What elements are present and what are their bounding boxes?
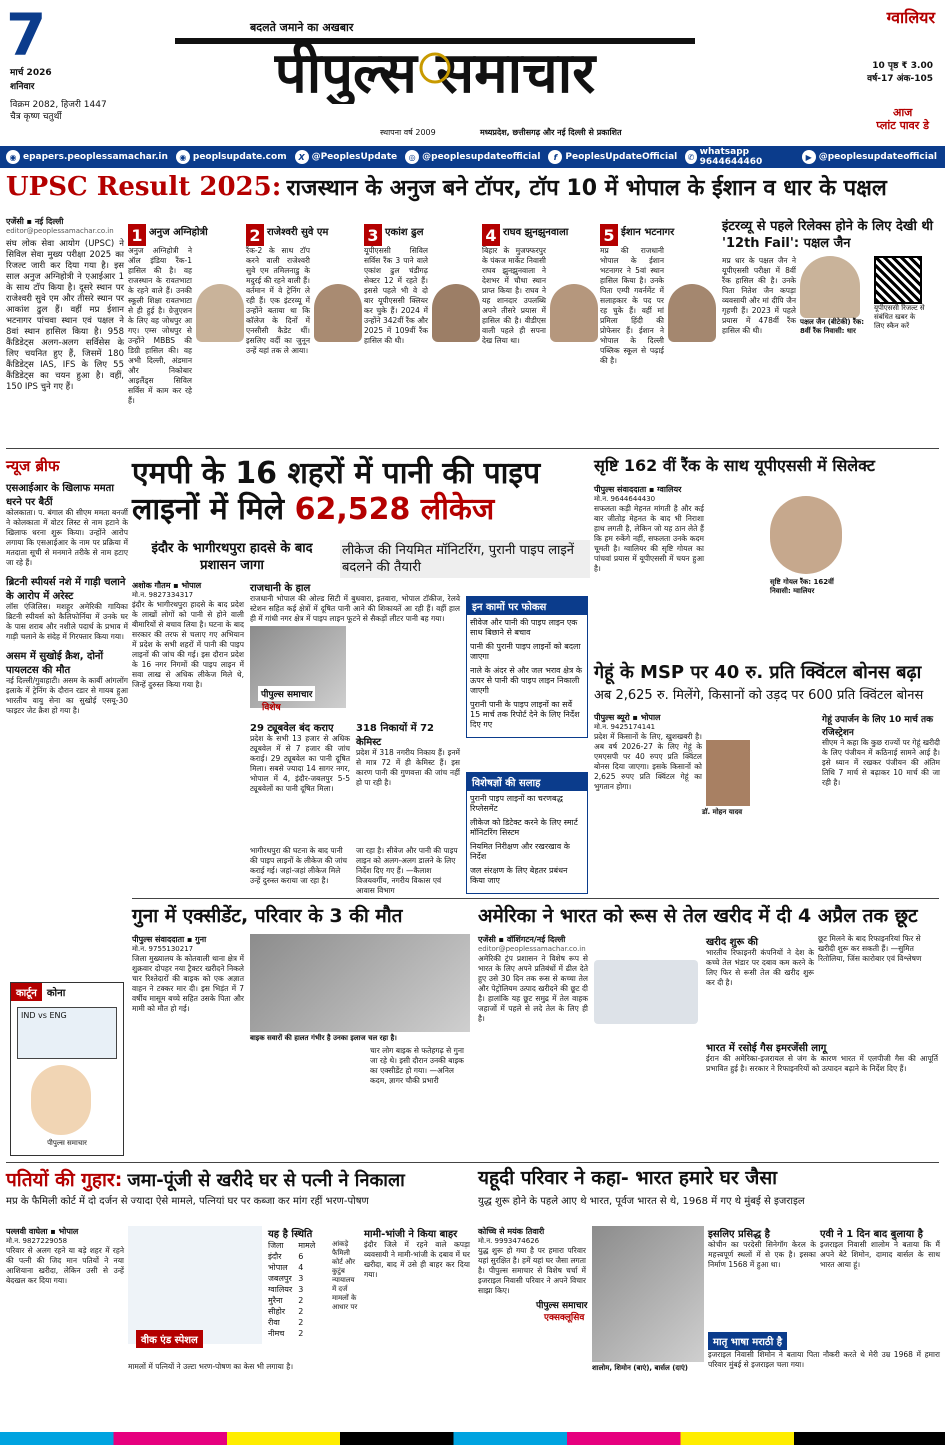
kharid-title: खरीद शुरू की	[706, 937, 758, 948]
brief-item-body: नई दिल्ली/गुवाहाटी। असम के कार्बी आंगलोंग इलाके में ट्रेनिंग के दौरान रडार से गायब हुआ भारतीय वायु सेना का सुखोई एसयू-30 फाइटर जेट क्रैश हो गया है।	[6, 676, 128, 715]
topper-1	[128, 224, 246, 454]
tubewell-body: प्रदेश के सभी 13 हजार से अधिक ट्यूबवेल में से 7 हजार की जांच कराई। 29 ट्यूबवेल का पानी दूषित मिला। सबसे ज्यादा 14 सागर नगर, भोपाल में 4, इंदौर-जबलपुर 5-5 ट्यूबवेलों का पानी दूषित मिला।	[250, 734, 350, 793]
whatsapp-link[interactable]: ✆ whatsapp 9644644460	[685, 147, 793, 167]
guna-headline: गुना में एक्सीडेंट, परिवार के 3 की मौत	[132, 905, 403, 927]
water-headline-number: 62,528 लीकेज	[294, 492, 495, 527]
x-icon: X	[295, 150, 309, 164]
lead-headline-text: राजस्थान के अनुज बने टॉपर, टॉप 10 में भोपाल के ईशान व धार के पक्षल	[286, 176, 887, 201]
wives-byline: पल्लवी वाघेला ▪ भोपाल	[6, 1227, 79, 1236]
brief-item-head: असम में सुखोई क्रैश, दोनों पायलटस की मौत	[6, 651, 104, 676]
lead-headline	[6, 172, 939, 212]
jewish-byline: कोच्चि से मयंक तिवारी	[478, 1227, 545, 1236]
lead-kicker: UPSC Result 2025:	[6, 172, 282, 202]
rank-badge: 4	[482, 224, 500, 246]
america-headline: अमेरिका ने भारत को रूस से तेल खरीद में दी 4 अप्रैल तक छूट	[478, 905, 918, 927]
established: स्थापना वर्ष 2009	[380, 128, 436, 137]
jewish-photo	[592, 1226, 704, 1362]
focus-item: नाले के अंदर से और जल भराव क्षेत्र के ऊपर से पानी की पाइप लाइन निकाली जाएगी	[470, 666, 582, 695]
rank-badge: 2	[246, 224, 264, 246]
date-vikram: विक्रम 2082, हिजरी 1447	[10, 100, 107, 110]
facebook-icon: f	[548, 150, 562, 164]
masthead-logo	[175, 24, 695, 104]
water-byline: अशोक गौतम ▪ भोपाल	[132, 581, 202, 590]
jewish-tag: पीपुल्स समाचार	[536, 1301, 588, 1311]
expert-item: नियमित निरीक्षण और रखरखाव के निर्देश	[470, 842, 570, 861]
globe-icon: ◉	[6, 150, 20, 164]
srishti-body: सफलता कड़ी मेहनत मांगती है और कई बार जीतोड़ मेहनत के बाद भी निराशा हाथ लगती है, लेकिन जो यह ठान लेते हैं कि हम रुकेंगे नहीं, सफलता उनके कदम चूमती है। ग्वालियर की सृष्टि गोयल का पांचवां प्रयास में यूपीएससी में चयन हुआ है।	[594, 504, 704, 573]
wheat-side	[822, 712, 940, 788]
water-mobile: मो.न. 9827334317	[132, 591, 194, 599]
case-title: मामी-भांजी ने किया बाहर	[364, 1229, 458, 1240]
expert-title: विशेषज्ञों की सलाह	[467, 773, 587, 791]
jewish-photo-caption: शालोम, शिमोन (बाएं), बार्सल (दाएं)	[592, 1364, 689, 1372]
water-story	[132, 456, 586, 528]
interview-text: मप्र धार के पक्षल जैन ने यूपीएससी परीक्षा में 8वीं रैंक हासिल की है। उनके पिता नितेश जैन कपड़ा व्यवसायी और मां दीपि जैन गृहणी हैं। 2023 में पहले प्रयास में 478वीं रैंक हासिल की थी।	[722, 256, 796, 335]
topper-text: यूपीएससी सिविल सर्विस रैंक 3 पाने वाले एकांश ढुल चंडीगढ़ सेक्टर 12 में रहते हैं। इससे पहले भी वे दो बार यूपीएससी क्लियर कर चुके हैं। 2024 में उन्होंने 342वीं रैंक और 2025 में 109वीं रैंक हासिल की थी।	[364, 246, 428, 345]
date-month-year: मार्च 2026	[10, 68, 52, 78]
edition-city: ग्वालियर	[886, 8, 935, 27]
guna-side: चार लोग बाइक से फतेहगढ़ से गुना जा रहे थे। इसी दौरान उनकी बाइक का एक्सीडेंट हो गया। —अनिल कदम, ज्ञागर चौकी प्रभारी	[370, 1046, 464, 1085]
water-photo-tag: विशेष	[262, 703, 281, 713]
kharid-box	[706, 934, 814, 988]
water-headline-2: लाइनों में मिले	[132, 492, 285, 527]
topper-2	[246, 224, 364, 454]
america-story	[478, 934, 588, 1024]
qr-text: यूपीएससी रिजल्ट से संबंधित खबर के लिए स्कैन करें	[874, 304, 925, 330]
chemist-box	[356, 720, 460, 788]
stats-box	[268, 1226, 330, 1339]
topper-3	[364, 224, 482, 454]
topper-name: ईशान भटनागर	[621, 227, 675, 238]
wives-cartoon	[128, 1226, 262, 1344]
topper-photo	[668, 284, 716, 342]
focus-item: पानी की पुरानी पाइप लाइनों को बदला जाएगा	[470, 642, 581, 661]
rank-badge: 5	[600, 224, 618, 246]
wives-headline	[6, 1166, 470, 1192]
avi-box	[820, 1226, 940, 1270]
year-issue: वर्ष-17 अंक-105	[867, 74, 933, 84]
srishti-mobile: मो.न. 9644644430	[594, 495, 656, 503]
mother-tongue-box	[708, 1330, 940, 1370]
jewish-tag2: एक्सक्लूसिव	[544, 1313, 585, 1323]
focus-item: पुरानी पानी के पाइप लाइनों का सर्वे 15 मार्च तक रिपोर्ट देने के लिए निर्देश दिए गए	[470, 700, 580, 729]
srishti-photo	[770, 496, 842, 574]
topper-text: मप्र की राजधानी भोपाल के ईशान भटनागर ने 5वां स्थान हासिल किया है। उनके पिता एम्पी गवर्नमेंट में सलाहकार के पद पर रह चुके हैं। वहीं मां प्रमिला हिंदी की प्रोफेसर हैं। ईशान ने भोपाल के दिल्ली पब्लिक स्कूल से पढ़ाई की है।	[600, 246, 664, 365]
topper-name: राघव झुनझुनवाला	[503, 227, 569, 238]
interview-story	[722, 218, 940, 336]
guna-photo-caption: बाइक सवारों की हालत गंभीर है उनका इलाज चल रहा है।	[250, 1034, 397, 1042]
america-body: अमेरिकी ट्रंप प्रशासन ने विशेष रूप से भारत के लिए अपने प्रतिबंधों में ढील देते हुए उसे 30 दिन तक रूस से कच्चा तेल और पेट्रोलियम उत्पाद खरीदने की छूट दी है। हालांकि यह छूट समुद्र में तेल वाहक जहाजों में पहले से लदे तेल के लिए ही है।	[478, 954, 588, 1023]
youtube-link[interactable]: ▶ @peoplesupdateofficial	[802, 150, 937, 164]
wives-subhead: मप्र के फैमिली कोर्ट में दो दर्जन से ज्यादा ऐसे मामले, पत्नियां घर पर कब्जा कर मांग रहीं भरण-पोषण	[6, 1196, 369, 1207]
focus-item: सीवेज और पानी की पाइप लाइन एक साथ बिछाने से बचाव	[470, 618, 578, 637]
lpg-title: भारत में रसोई गैस इमरजेंसी लागू	[706, 1043, 827, 1054]
kharid-body: भारतीय रिफाइनरी कंपनियों ने देश के कच्चे तेल भंडार पर दबाव कम करने के लिए फिर से रूसी तेल की खरीद शुरू कर दी है।	[706, 948, 814, 987]
cartoon-corner: कोना	[46, 988, 66, 999]
cm-caption: डॉ. मोहन यादव	[702, 808, 743, 816]
srishti-caption: सृष्टि गोयल रैंक: 162वीं निवासी: ग्वालियर	[770, 578, 834, 595]
news-brief	[6, 456, 128, 716]
topper-name: अनुज अग्निहोत्री	[149, 227, 208, 238]
wives-tag: वीक एंड स्पेशल	[136, 1330, 203, 1348]
guna-body: जिला मुख्यालय के कोतवाली थाना क्षेत्र में शुक्रवार दोपहर नया ट्रैक्टर खरीदने निकले चार रिश्तेदारों की बाइक को एक अज्ञात वाहन ने टक्कर मार दी। इस भिड़ंत में 7 वर्षीय मासूम बच्चे सहित उसके पिता और मामी को मौत हो गई।	[132, 954, 244, 1013]
aaj-label: आज	[892, 106, 913, 119]
water-quote-1: भागीरथपुरा की घटना के बाद पानी की पाइप लाइनों के लीकेज की जांच कराई गई। जहां-जहां लीकेज मिले उन्हें दुरुस्त कराया जा रहा है।	[250, 846, 348, 885]
price-block	[867, 60, 933, 86]
avi-title: एवी ने 1 दिन बाद बुलाया है	[820, 1229, 923, 1240]
logo-text: पीपुल्स समाचार	[274, 41, 596, 104]
water-headline-1: एमपी के 16 शहरों में पानी की पाइप	[132, 456, 541, 491]
aaj-box	[876, 106, 929, 132]
capital-title: राजधानी के हाल	[250, 583, 311, 594]
brief-item-body: लॉस एंजिलिस। मशहूर अमेरिकी गायिका ब्रिटनी स्पीयर्स को कैलिफोर्निया में उनके घर के पास शराब और नशीले पदार्थ के प्रभाव में गाड़ी चलाने के संदेह में गिरफ्तार किया गया।	[6, 602, 128, 641]
tagline: बदलते जमाने का अखबार	[250, 21, 354, 34]
guna-mobile: मो.न. 9755130217	[132, 945, 194, 953]
facebook-link[interactable]: f PeoplesUpdateOfficial	[548, 150, 677, 164]
topper-photo	[550, 284, 598, 342]
divider	[132, 898, 939, 899]
wives-bottom: मामलों में पत्नियों ने उल्टा भरण-पोषण का केस भी लगाया है।	[128, 1362, 294, 1371]
lead-email: editor@peoplessamachar.co.in	[6, 227, 114, 235]
expert-item: पुरानी पाइप लाइनों का चरणबद्ध रिप्लेसमेंट	[470, 794, 563, 813]
cm-photo	[706, 740, 750, 806]
wheat-mobile: मो.न. 9425174141	[594, 723, 656, 731]
social-bar	[0, 146, 945, 168]
srishti-headline: सृष्टि 162 वीं रैंक के साथ यूपीएससी में सिलेक्ट	[594, 456, 875, 475]
interview-caption: पक्षल जैन (बीटेकी) रैंक: 8वीं रैंक निवासी: धार	[800, 318, 865, 335]
wheat-subhead: अब 2,625 रु. मिलेंगे, किसानों को उड़द पर 600 प्रति क्विंटल बोनस	[594, 688, 924, 703]
guna-byline: पीपुल्स संवाददाता ▪ गुना	[132, 935, 207, 944]
brief-item-head: ब्रिटनी स्पीयर्स नशे में गाड़ी चलाने के आरोप में अरेस्ट	[6, 577, 126, 602]
wives-headline-text: जमा-पूंजी से खरीदे घर से पत्नी ने निकाला	[127, 1170, 405, 1191]
divider	[6, 448, 939, 449]
wives-body: परिवार से अलग रहने या बड़े शहर में रहने की पत्नी की जिद मान पतियों ने नया आशियाना खरीदा, लेकिन उसी से उन्हें बेदखल कर दिया गया।	[6, 1246, 124, 1285]
focus-title: इन कामों पर फोकस	[467, 597, 587, 615]
topper-photo	[432, 284, 480, 342]
pages-price: 10 पृष्ठ ₹ 3.00	[872, 61, 933, 71]
guna-photo	[250, 934, 470, 1032]
youtube-icon: ▶	[802, 150, 816, 164]
cartoon-credit: पीपुल्स समाचार	[47, 1139, 87, 1147]
brief-item-body: कोलकाता। प. बंगाल की सीएम ममता बनर्जी ने कोलकाता में वोटर लिस्ट से नाम हटाने के खिलाफ धरना शुरू किया। उन्होंने आरोप लगाया कि एसआईआर के नाम पर प्रक्रिया में मतदाता सूची से मनमाने तरीके से नाम हटाए जा रहे हैं।	[6, 508, 128, 567]
site-link[interactable]: ◉ peoplsupdate.com	[176, 150, 287, 164]
rank-badge: 1	[128, 224, 146, 246]
case-body: इंदौर जिले में रहने वाले कपड़ा व्यवसायी ने मामी-भांजी के दबाव में घर खरीदा, बाद में उसे ही बाहर कर दिया गया।	[364, 1240, 470, 1279]
srishti-byline: पीपुल्स संवाददाता ▪ ग्वालियर	[594, 485, 682, 494]
wheat-story	[594, 712, 702, 792]
guna-story	[132, 934, 244, 1014]
mother-title: मातृ भाषा मराठी है	[708, 1332, 787, 1350]
globe-icon: ◉	[176, 150, 190, 164]
topper-photo	[314, 284, 362, 342]
topper-5	[600, 224, 718, 454]
lpg-box	[706, 1040, 938, 1074]
date-weekday: शनिवार	[10, 82, 35, 92]
cartoon-label: कार्टून	[11, 983, 42, 1001]
lead-body: संघ लोक सेवा आयोग (UPSC) ने सिविल सेवा मुख्य परीक्षा 2025 का रिजल्ट जारी कर दिया गया है। इस साल अनुज अग्निहोत्री ने एआईआर 1 के साथ टॉप किया है। दूसरे स्थान पर राजेश्वरी सुवे एम और तीसरे स्थान पर आकांश ढुल हैं। वहीं मप्र ईशान भटनागर पांचवा स्थान एवं पक्षल ने 8वां स्थान हासिल किया है। 958 कैंडिडेट्स अलग-अलग सर्विसेस के लिए चयनित हुए हैं, जिसमें 180 कैंडिडेट्स IAS, IFS के लिए 55 कैंडिडेट्स का चयन हुआ है। वहीं, 150 IPS चुने गए हैं।	[6, 239, 124, 392]
cartoon-figure	[31, 1065, 91, 1135]
cartoon-board: IND vs ENG	[17, 1007, 117, 1059]
topper-name: राजेश्वरी सुवे एम	[267, 227, 329, 238]
stats-title: यह है स्थिति	[268, 1229, 313, 1240]
water-quote-2: जा रहा है। सीवेज और पानी की पाइप लाइन को अलग-अलग डालने के लिए निर्देश दिए गए हैं। —कैलाश विजयवर्गीय, नगरीय विकास एवं आवास विभाग	[356, 846, 458, 895]
brief-title: न्यूज ब्रीफ	[6, 457, 60, 475]
topper-text: रैंक-2 के साथ टॉप करने वाली राजेश्वरी सुवे एम तमिलनाडु के मदुरई की रहने वाली हैं। वर्तमान में वे ट्रेनिंग ले रही हैं। एक इंटरव्यू में उन्होंने बताया था कि कॉलेज के दिनों में एनसीसी कैडेट थीं। इसलिए वर्दी का जुनून उन्हें यहां तक ले आया।	[246, 246, 310, 355]
qr-code-icon[interactable]	[874, 256, 922, 304]
water-sub-left: इंदौर के भागीरथपुरा हादसे के बाद प्रशासन जागा	[151, 541, 313, 573]
epaper-link[interactable]: ◉ epapers.peoplessamachar.in	[6, 150, 168, 164]
america-email: editor@peoplessamachar.co.in	[478, 945, 586, 953]
date-number: 7	[6, 1, 47, 69]
jewish-story	[478, 1226, 586, 1296]
lead-byline: एजेंसी ▪ नई दिल्ली	[6, 217, 64, 226]
jewish-headline: यहूदी परिवार ने कहा- भारत हमारे घर जैसा	[478, 1167, 778, 1189]
wives-headline-red: पतियों की गुहार:	[6, 1169, 123, 1191]
tubewell-box	[250, 720, 350, 794]
expert-box	[466, 772, 588, 894]
topper-name: एकांश ढुल	[385, 227, 424, 238]
focus-box	[466, 596, 588, 738]
interview-headline: इंटरव्यू से पहले रिलेक्स होने के लिए देखी थी '12th Fail': पक्षल जैन	[722, 219, 934, 251]
jewish-side-title: इसलिए प्रसिद्ध है	[708, 1229, 770, 1240]
topper-text: बिहार के मुजफ्फरपुर के पंकज मार्केट निवासी राघव झुनझुनवाला ने देशभर में चौथा स्थान प्राप्त किया है। राघव ने यह शानदार उपलब्धि अपने तीसरे प्रयास में हासिल की है। वीडीएस वाली पहले ही सपना देख लिया था।	[482, 246, 546, 345]
capital-box	[250, 580, 460, 624]
chemist-body: प्रदेश में 318 नगरीय निकाय हैं। इनमें से मात्र 72 में ही केमिस्ट हैं। इस कारण पानी की गुणवत्ता की जांच नहीं हो पा रही है।	[356, 748, 460, 787]
lpg-body: ईरान की अमेरिका-इजरायल से जंग के कारण भारत में एलपीजी गैस की आपूर्ति प्रभावित हुई है। सरकार ने रिफाइनरियों को उत्पादन बढ़ाने के निर्देश दिए हैं।	[706, 1054, 938, 1073]
topper-photo	[196, 284, 244, 342]
wheat-headline: गेहूं के MSP पर 40 रु. प्रति क्विंटल बोनस बढ़ा	[594, 662, 922, 683]
wives-story	[6, 1226, 124, 1286]
america-quote: छूट मिलने के बाद रिफाइनरियां फिर से खरीदी शुरू कर सकती हैं। —सुमित रितोलिया, जिंस कारोबार एवं विश्लेषण	[818, 934, 922, 963]
jewish-mobile: मो.न. 9993474626	[478, 1237, 540, 1245]
stats-note: आंकड़े फैमिली कोर्ट और कुटुंब न्यायालय में दर्ज मामलों के आधार पर	[332, 1240, 358, 1311]
mother-body: इजराइल निवासी शिमोन ने बताया पिता नौकरी करते थे मेरी उम्र 1968 में हमारा परिवार मुंबई से इजराइल चला गया।	[708, 1350, 940, 1369]
published-from: मध्यप्रदेश, छत्तीसगढ़ और नई दिल्ली से प्रकाशित	[480, 128, 622, 137]
expert-item: जल संरक्षण के लिए बेहतर प्रबंधन किया जाए	[470, 866, 568, 885]
wheat-byline: पीपुल्स ब्यूरो ▪ भोपाल	[594, 713, 661, 722]
tubewell-title: 29 ट्यूबवेल बंद कराए	[250, 723, 334, 734]
jewish-body: युद्ध शुरू हो गया है पर हमारा परिवार यहां सुरक्षित है। हमें यहां घर जैसा लगता है। पीपुल्स समाचार से विशेष चर्चा में इजराइल निवासी परिवार ने अपने विचार साझा किए।	[478, 1246, 586, 1295]
avi-body: इजराइल निवासी शालोम ने बताया कि मैं अपने बेटे शिमोन, दामाद बार्सल के साथ भारत आया हूं।	[820, 1240, 940, 1269]
water-photo-label: पीपुल्स समाचार	[258, 686, 315, 701]
whatsapp-icon: ✆	[685, 150, 696, 164]
water-main-col	[132, 580, 244, 690]
oil-pump-illustration	[594, 960, 698, 1024]
divider	[6, 1162, 939, 1163]
chemist-title: 318 निकायों में 72 केमिस्ट	[356, 723, 435, 748]
brief-item-head: एसआईआर के खिलाफ ममता धरने पर बैठीं	[6, 483, 114, 508]
rank-badge: 3	[364, 224, 382, 246]
wheat-side-title: गेहूं उपार्जन के लिए 10 मार्च तक रजिस्ट्रेशन	[822, 715, 934, 738]
jewish-subhead: युद्ध शुरू होने के पहले आए थे भारत, पूर्वज भारत से थे, 1968 में गए थे मुंबई से इजराइल	[478, 1196, 805, 1207]
color-registration-strip	[0, 1432, 945, 1445]
water-body: इंदौर के भागीरथपुरा हादसे के बाद प्रदेश के लाखों लोगों को पानी से होने वाली बीमारियों से बचाव लिया है। घटना के बाद सरकार की तरफ से चलाए गए अभियान में प्रदेश के सभी शहरों में पानी की पाइप लाइनों की जांच की गई। इस दौरान प्रदेश के 16 नगर निगमों की पाइप लाइन में सवा लाख से अधिक लीकेज मिले थे, जिन्हें दुरुस्त किया गया है।	[132, 600, 244, 689]
instagram-link[interactable]: ◎ @peoplesupdateofficial	[405, 150, 540, 164]
topper-4	[482, 224, 600, 454]
topper-text: अनुज अग्निहोत्री ने ऑल इंडिया रैंक-1 हासिल की है। वह राजस्थान के रावतभाटा के रहने वाले हैं। उनकी स्कूली शिक्षा रावतभाटा से ही हुई है। ग्रेजुएशन के लिए वह जोधपुर आ गए। एम्स जोधपुर से उन्होंने MBBS की डिग्री हासिल की। वह अभी दिल्ली, अंडमान और निकोबार आइलैंड्स सिविल सर्विस में काम कर रहे हैं।	[128, 246, 192, 405]
x-link[interactable]: X @PeoplesUpdate	[295, 150, 398, 164]
wheat-body: प्रदेश में किसानों के लिए, खुशखबरी है। अब वर्ष 2026-27 के लिए गेहूं के एमएसपी पर 40 रुपए प्रति क्विंटल बोनस दिया जाएगा। इसके किसानों को 2,625 रुपए प्रति क्विंटल गेहूं का भुगतान होगा।	[594, 732, 702, 791]
srishti-story	[594, 484, 704, 574]
interview-photo	[800, 256, 860, 318]
america-byline: एजेंसी ▪ वॉशिंगटन/नई दिल्ली	[478, 935, 566, 944]
wives-mobile: मो.न. 9827229058	[6, 1237, 68, 1245]
wheat-side-body: सीएम ने कहा कि कुछ राज्यों पर गेहूं खरीदी के लिए पंजीयन में कठिनाई सामने आई है। इसे ध्यान में रखकर पंजीयन की अंतिम तिथि 7 मार्च से बढ़ाकर 10 मार्च की जा रही है।	[822, 738, 940, 787]
case-box	[364, 1226, 470, 1280]
lead-column	[6, 216, 124, 393]
capital-body: राजधानी भोपाल की ओल्ड सिटी में बुधवारा, इतवारा, भोपाल टॉकीज, रेलवे स्टेशन सहित कई क्षेत्रों में दूषित पानी आने की शिकायतें आ रही हैं। वहीं हाल ही में गांधी नगर क्षेत्र में पाइप लाइन फूटने से सैकड़ों लीटर पानी बह गया।	[250, 594, 460, 623]
jewish-side-body: कोचीन का परदेसी सिनेगॉग केरल के महत्त्वपूर्ण स्थलों में से एक है। इसका निर्माण 1568 में हुआ था।	[708, 1240, 816, 1269]
water-sub-right: लीकेज की नियमित मॉनिटरिंग, पुरानी पाइप लाइनें बदलने की तैयारी	[340, 540, 590, 578]
stats-counts: मामले 6 4 3 3 2 2 2 2	[298, 1241, 316, 1338]
cartoon-box	[10, 982, 124, 1156]
jewish-side	[708, 1226, 816, 1270]
expert-item: लीकेज को डिटेक्ट करने के लिए स्मार्ट मॉनिटरिंग सिस्टम	[470, 818, 578, 837]
instagram-icon: ◎	[405, 150, 419, 164]
aaj-text: प्लांट पावर डे	[876, 119, 929, 132]
stats-cities: जिला इंदौर भोपाल जबलपुर ग्वालियर मुरैना सीहोर रीवा नीमच	[268, 1241, 293, 1338]
date-tithi: चैत्र कृष्ण चतुर्थी	[10, 112, 62, 122]
